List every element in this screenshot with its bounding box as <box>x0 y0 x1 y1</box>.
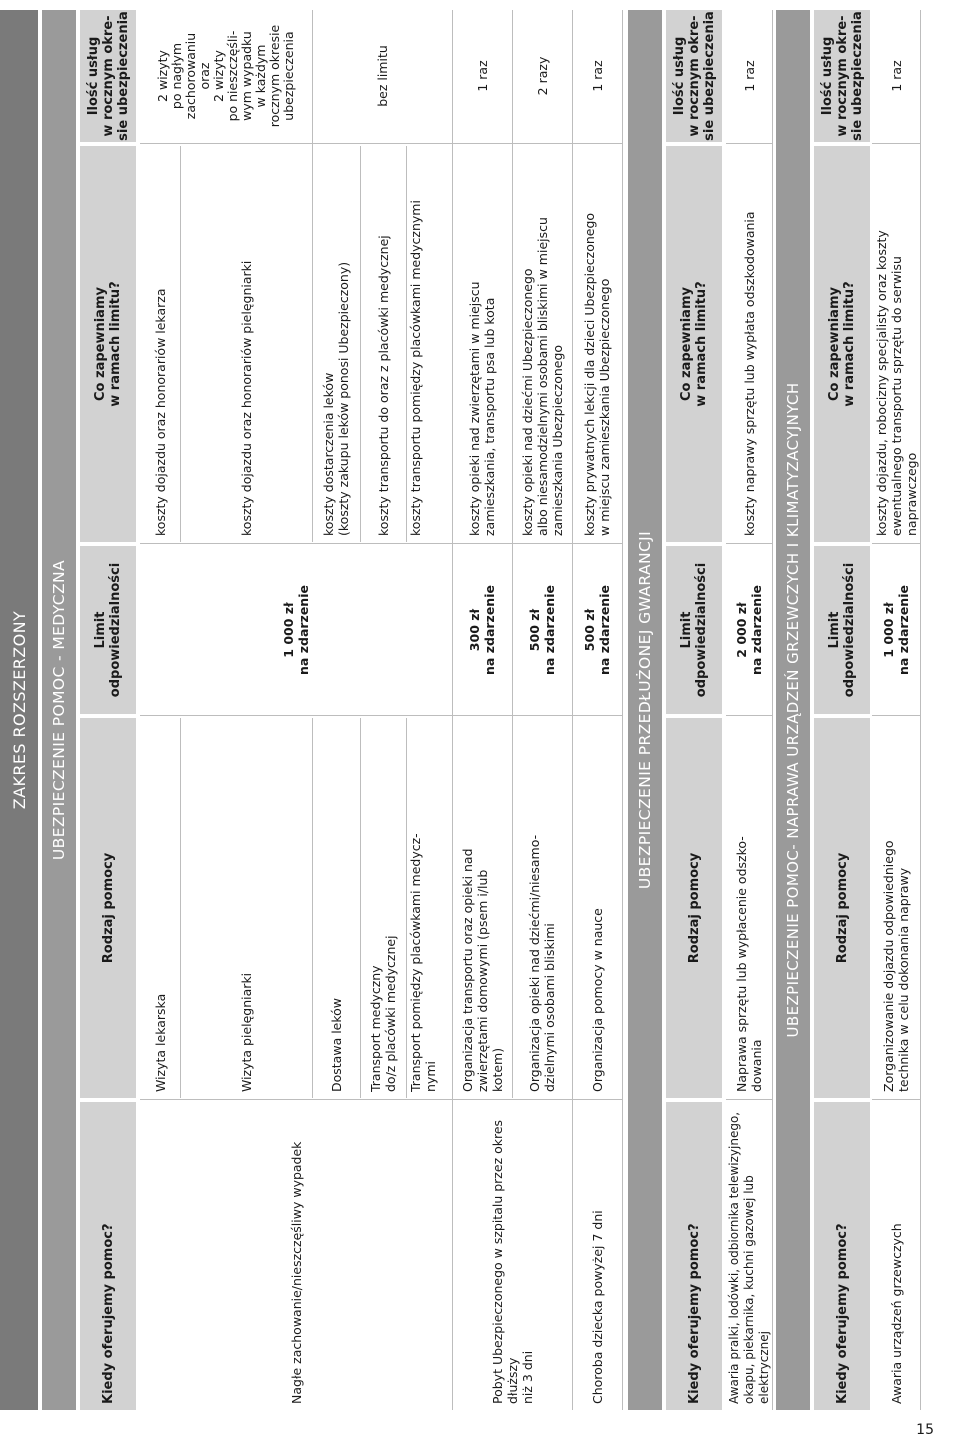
k-header-co: Co zapewniamy w ramach limitu? <box>814 146 870 542</box>
col-divider <box>726 543 772 544</box>
header-co: Co zapewniamy w ramach limitu? <box>80 146 136 542</box>
col-divider <box>872 715 920 716</box>
row-divider <box>312 10 313 542</box>
row-divider <box>452 10 453 1410</box>
col-divider <box>726 1099 772 1100</box>
cell-wizyty-ilosc: 2 wizyty po nagłym zachorowaniu oraz 2 wizyty po nieszczęśli- wym wypadku w każdym rocznym okresie ubezpieczenia <box>155 24 296 128</box>
cell-wizyta-lekarska-co: koszty dojazdu oraz honorariów lekarza <box>152 288 168 536</box>
cell-wizyta-lekarska: Wizyta lekarska <box>152 993 168 1092</box>
row-divider <box>180 146 181 542</box>
cell-pobyt: Pobyt Ubezpieczonego w szpitalu przez okres dłuższy niż 3 dni <box>489 1119 535 1404</box>
k-limit: 1 000 zł na zdarzenie <box>881 585 911 675</box>
grzewcze-title: UBEZPIECZENIE POMOC- NAPRAWA URZĄDZEŃ GRZEWCZYCH I KLIMATYZACYJNYCH <box>776 10 810 1410</box>
col-divider <box>140 715 622 716</box>
col-divider <box>726 143 772 144</box>
gwarancja-title: UBEZPIECZENIE PRZEDŁUŻONEJ GWARANCJI <box>628 10 662 1410</box>
cell-transport-co: koszty transportu do oraz z placówki medycznej <box>375 235 391 536</box>
cell-bez-limitu: bez limitu <box>374 45 390 107</box>
cell-dzieci-ilosc: 2 razy <box>534 56 550 96</box>
g-kiedy: Awaria pralki, lodówki, odbiornika telewizyjnego, okapu, piekarnika, kuchni gazowej lub elektrycznej <box>726 1111 771 1404</box>
g-limit: 2 000 zł na zdarzenie <box>734 585 764 675</box>
g-header-kiedy: Kiedy oferujemy pomoc? <box>666 1102 722 1410</box>
cell-zwierzeta: Organizacja transportu oraz opieki nad zwierzętami domowymi (psem i/lub kotem) <box>459 848 505 1092</box>
row-divider <box>622 10 623 1410</box>
k-header-ilosc: Ilość usług w rocznym okre- sie ubezpieczenia <box>814 10 870 142</box>
cell-nauka-ilosc: 1 raz <box>589 60 605 92</box>
col-divider <box>726 715 772 716</box>
section-title: ZAKRES ROZSZERZONY <box>0 10 38 1410</box>
k-header-limit: Limit odpowiedzialności <box>814 546 870 714</box>
col-divider <box>872 1099 920 1100</box>
col-divider <box>872 543 920 544</box>
cell-nauka-co: koszty prywatnych lekcji dla dzieci Ubezpieczonego w miejscu zamieszkania Ubezpieczonego <box>582 212 612 536</box>
row-divider <box>406 718 407 1098</box>
k-co: koszty dojazdu, robocizny specjalisty oraz koszty ewentualnego transportu sprzętu do serwisu naprawczego <box>873 230 919 536</box>
g-header-rodzaj: Rodzaj pomocy <box>666 718 722 1098</box>
cell-dzieci-co: koszty opieki nad dziećmi Ubezpieczonego albo niesamodzielnymi osobami bliskimi w miejscu zamieszkania Ubezpieczonego <box>519 217 565 536</box>
k-header-kiedy: Kiedy oferujemy pomoc? <box>814 1102 870 1410</box>
g-co: koszty naprawy sprzętu lub wypłata odszkodowania <box>741 211 757 536</box>
row-divider <box>772 10 773 1410</box>
g-header-ilosc: Ilość usług w rocznym okre- sie ubezpieczenia <box>666 10 722 142</box>
cell-limit-1000: 1 000 zł na zdarzenie <box>281 585 311 675</box>
row-divider <box>406 146 407 542</box>
cell-dostawa-co: koszty dostarczenia leków (koszty zakupu leków ponosi Ubezpieczony) <box>321 261 351 536</box>
cell-dostawa: Dostawa leków <box>328 997 344 1092</box>
col-divider <box>872 143 920 144</box>
cell-dzieci-limit: 500 zł na zdarzenie <box>527 585 557 675</box>
header-ilosc: Ilość usług w rocznym okre- sie ubezpieczenia <box>80 10 136 142</box>
cell-nauka-limit: 500 zł na zdarzenie <box>582 585 612 675</box>
g-ilosc: 1 raz <box>741 60 757 92</box>
cell-zwierzeta-limit: 300 zł na zdarzenie <box>467 585 497 675</box>
cell-wizyta-pielegniarki: Wizyta pielęgniarki <box>238 972 254 1092</box>
rotated-table <box>0 10 920 1410</box>
row-divider <box>572 10 573 1410</box>
medyczna-title: UBEZPIECZENIE POMOC - MEDYCZNA <box>42 10 76 1410</box>
k-header-rodzaj: Rodzaj pomocy <box>814 718 870 1098</box>
row-divider <box>312 718 313 1098</box>
col-divider <box>140 1099 622 1100</box>
header-limit: Limit odpowiedzialności <box>80 546 136 714</box>
cell-transport: Transport medyczny do/z placówki medycznej <box>368 935 398 1092</box>
row-divider <box>180 718 181 1098</box>
k-kiedy: Awaria urządzeń grzewczych <box>888 1223 904 1404</box>
row-divider <box>512 10 513 1098</box>
row-divider <box>360 718 361 1098</box>
cell-transport-pom-co: koszty transportu pomiędzy placówkami medycznymi <box>408 200 423 536</box>
header-kiedy: Kiedy oferujemy pomoc? <box>80 1102 136 1410</box>
k-ilosc: 1 raz <box>888 60 904 92</box>
cell-zwierzeta-ilosc: 1 raz <box>474 60 490 92</box>
header-rodzaj: Rodzaj pomocy <box>80 718 136 1098</box>
col-divider <box>140 543 622 544</box>
col-divider <box>140 143 622 144</box>
row-divider <box>360 146 361 542</box>
g-rodzaj: Naprawa sprzętu lub wypłacenie odszko- dowania <box>734 836 764 1092</box>
k-rodzaj: Zorganizowanie dojazdu odpowiedniego technika w celu dokonania naprawy <box>881 840 911 1092</box>
cell-dzieci: Organizacja opieki nad dziećmi/niesamo- dzielnymi osobami bliskimi <box>527 834 557 1092</box>
row-divider <box>920 10 921 1410</box>
cell-transport-pom: Transport pomiędzy placówkami medycz- nymi <box>408 833 438 1092</box>
cell-nauka: Organizacja pomocy w nauce <box>589 908 605 1092</box>
g-header-limit: Limit odpowiedzialności <box>666 546 722 714</box>
cell-nagle: Nagłe zachowanie/nieszczęśliwy wypadek <box>288 1141 304 1404</box>
g-header-co: Co zapewniamy w ramach limitu? <box>666 146 722 542</box>
page-number: 15 <box>916 1422 934 1438</box>
cell-zwierzeta-co: koszty opieki nad zwierzętami w miejscu zamieszkania, transportu psa lub kota <box>467 281 497 536</box>
cell-choroba: Choroba dziecka powyżej 7 dni <box>589 1210 605 1404</box>
cell-wizyta-pielegniarki-co: koszty dojazdu oraz honorariów pielęgniarki <box>238 260 254 536</box>
